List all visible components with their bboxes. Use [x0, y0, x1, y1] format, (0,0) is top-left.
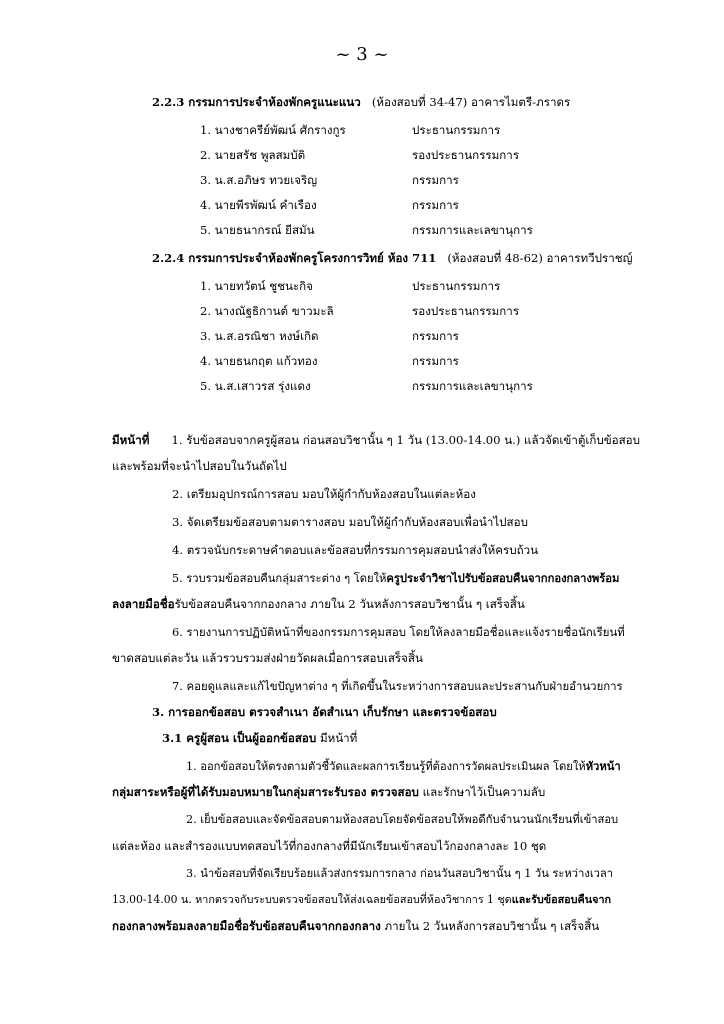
paragraph-3-emphasis-2: กองกลางพร้อมลงลายมือชื่อรับข้อสอบคืนจากกองกลาง — [112, 919, 381, 933]
section-3-1-title: 3.1 ครูผู้สอน เป็นผู้ออกข้อสอบ — [162, 731, 317, 745]
member-role: รองประธานกรรมการ — [412, 148, 520, 162]
member-role: ประธานกรรมการ — [412, 123, 501, 137]
duty-3: 3. จัดเตรียมข้อสอบตามตารางสอบ มอบให้ผู้กำกับห้องสอบเพื่อนำไปสอบ — [172, 515, 528, 529]
duty-6-continued: ขาดสอบแต่ละวัน แล้วรวบรวมส่งฝ่ายวัดผลเมื่อการสอบเสร็จสิ้น — [112, 651, 423, 665]
duties-first-line — [112, 432, 640, 448]
duty-5-emphasis: ครูประจำวิชาไปรับข้อสอบคืนจากกองกลางพร้อม — [386, 571, 620, 585]
member-role: กรรมการ — [412, 329, 459, 343]
duty-7: 7. คอยดูแลและแก้ไขปัญหาต่าง ๆ ที่เกิดขึ้นในระหว่างการสอบและประสานกับฝ่ายอำนวยการ — [172, 679, 623, 693]
committee-title: 2.2.4 กรรมการประจำห้องพักครูโครงการวิทย์ ห้อง 711 — [152, 251, 437, 265]
member-name: 1. นายทวัตน์ ชูชนะกิจ — [200, 279, 313, 293]
paragraph-1-emphasis: หัวหน้า — [585, 759, 621, 773]
paragraph-3-continued — [112, 892, 611, 908]
section-3-1-heading — [162, 730, 357, 746]
member-role: กรรมการและเลขานุการ — [412, 379, 533, 393]
member-name: 1. นางชาครีย์พัฒน์ ศักรางกูร — [200, 123, 346, 137]
paragraph-1-emphasis-2: กลุ่มสาระหรือผู้ที่ได้รับมอบหมายในกลุ่มสาระรับรอง ตรวจสอบ — [112, 785, 419, 799]
duty-5 — [172, 570, 619, 587]
paragraph-1-continued — [112, 784, 545, 800]
section-3-1-suffix: มีหน้าที่ — [319, 731, 358, 745]
member-name: 4. นายพีรพัฒน์ คำเรือง — [200, 198, 317, 212]
page-number: ~ 3 ~ — [335, 44, 389, 65]
member-name: 4. นายธนกฤต แก้วทอง — [200, 354, 318, 368]
member-role: กรรมการและเลขานุการ — [412, 223, 533, 237]
paragraph-1-text-end: และรักษาไว้เป็นความลับ — [422, 785, 546, 799]
duty-1-continued: และพร้อมที่จะนำไปสอบในวันถัดไป — [112, 459, 287, 473]
member-role: กรรมการ — [412, 198, 459, 212]
member-name: 2. นางณัฐธิกานต์ ขาวมะลิ — [200, 304, 334, 318]
member-name: 2. นายสรัช พูลสมบัติ — [200, 148, 306, 162]
duty-5-continued — [112, 596, 525, 612]
paragraph-3-emphasis: และรับข้อสอบคืนจาก — [511, 893, 612, 906]
member-role: ประธานกรรมการ — [412, 279, 501, 293]
duties-label: มีหน้าที่ — [112, 433, 150, 447]
duty-5-text-end: รับข้อสอบคืนจากกองกลาง ภายใน 2 วันหลังการสอบวิชานั้น ๆ เสร็จสิ้น — [174, 597, 525, 611]
section-3-heading: 3. การออกข้อสอบ ตรวจสำเนา อัดสำเนา เก็บรักษา และตรวจข้อสอบ — [152, 705, 497, 719]
duty-1-text: 1. รับข้อสอบจากครูผู้สอน ก่อนสอบวิชานั้น ๆ 1 วัน (13.00-14.00 น.) แล้วจัดเข้าตู้เก็บข้อสอบ — [171, 433, 640, 447]
paragraph-1 — [186, 758, 621, 775]
duty-5-text: 5. รวบรวมข้อสอบคืนกลุ่มสาระต่าง ๆ โดยให้ — [172, 572, 387, 585]
member-name: 3. น.ส.อภิษร ทวยเจริญ — [200, 173, 318, 187]
duty-2: 2. เตรียมอุปกรณ์การสอบ มอบให้ผู้กำกับห้องสอบในแต่ละห้อง — [172, 487, 476, 501]
paragraph-3: 3. นำข้อสอบที่จัดเรียบร้อยแล้วส่งกรรมการกลาง ก่อนวันสอบวิชานั้น ๆ 1 วัน ระหว่างเวลา — [186, 867, 614, 880]
paragraph-3-text: 13.00-14.00 น. หากตรวจกับระบบตรวจข้อสอบให้ส่งเฉลยข้อสอบที่ห้องวิชาการ 1 ชุด — [112, 893, 512, 906]
member-name: 5. น.ส.เสาวรส รุ่งแดง — [200, 379, 311, 393]
duty-5-signature: ลงลายมือชื่อ — [112, 597, 175, 611]
paragraph-3-text-end: ภายใน 2 วันหลังการสอบวิชานั้น ๆ เสร็จสิ้น — [384, 919, 600, 933]
paragraph-3-end — [112, 918, 599, 934]
paragraph-2: 2. เย็บข้อสอบและจัดข้อสอบตามห้องสอบโดยจัดข้อสอบให้พอดีกับจำนวนนักเรียนที่เข้าสอบ — [186, 813, 619, 826]
paragraph-2-continued: แต่ละห้อง และสำรองแบบทดสอบไว้ที่กองกลางที่มีนักเรียนเข้าสอบไว้กองกลางละ 10 ชุด — [112, 839, 547, 853]
member-role: กรรมการ — [412, 173, 459, 187]
duty-4: 4. ตรวจนับกระดาษคำตอบและข้อสอบที่กรรมการคุมสอบนำส่งให้ครบถ้วน — [172, 543, 539, 557]
member-role: รองประธานกรรมการ — [412, 304, 520, 318]
committee-location: (ห้องสอบที่ 34-47) อาคารไมตรี-ภราดร — [371, 95, 571, 109]
committee-title: 2.2.3 กรรมการประจำห้องพักครูแนะแนว — [152, 95, 361, 109]
committee-heading-2-2-4 — [152, 250, 633, 266]
member-name: 3. น.ส.อรณิชา หงษ์เกิด — [200, 329, 319, 343]
committee-location: (ห้องสอบที่ 48-62) อาคารทวีปราชญ์ — [447, 251, 633, 265]
paragraph-1-text: 1. ออกข้อสอบให้ตรงตามตัวชี้วัดและผลการเรียนรู้ที่ต้องการวัดผลประเมินผล โดยให้ — [186, 760, 586, 773]
member-name: 5. นายธนากรณ์ ยีสมัน — [200, 223, 315, 237]
member-role: กรรมการ — [412, 354, 459, 368]
committee-heading-2-2-3 — [152, 94, 570, 110]
duty-6: 6. รายงานการปฏิบัติหน้าที่ของกรรมการคุมสอบ โดยให้ลงลายมือชื่อและแจ้งรายชื่อนักเรียนที่ — [172, 625, 625, 639]
